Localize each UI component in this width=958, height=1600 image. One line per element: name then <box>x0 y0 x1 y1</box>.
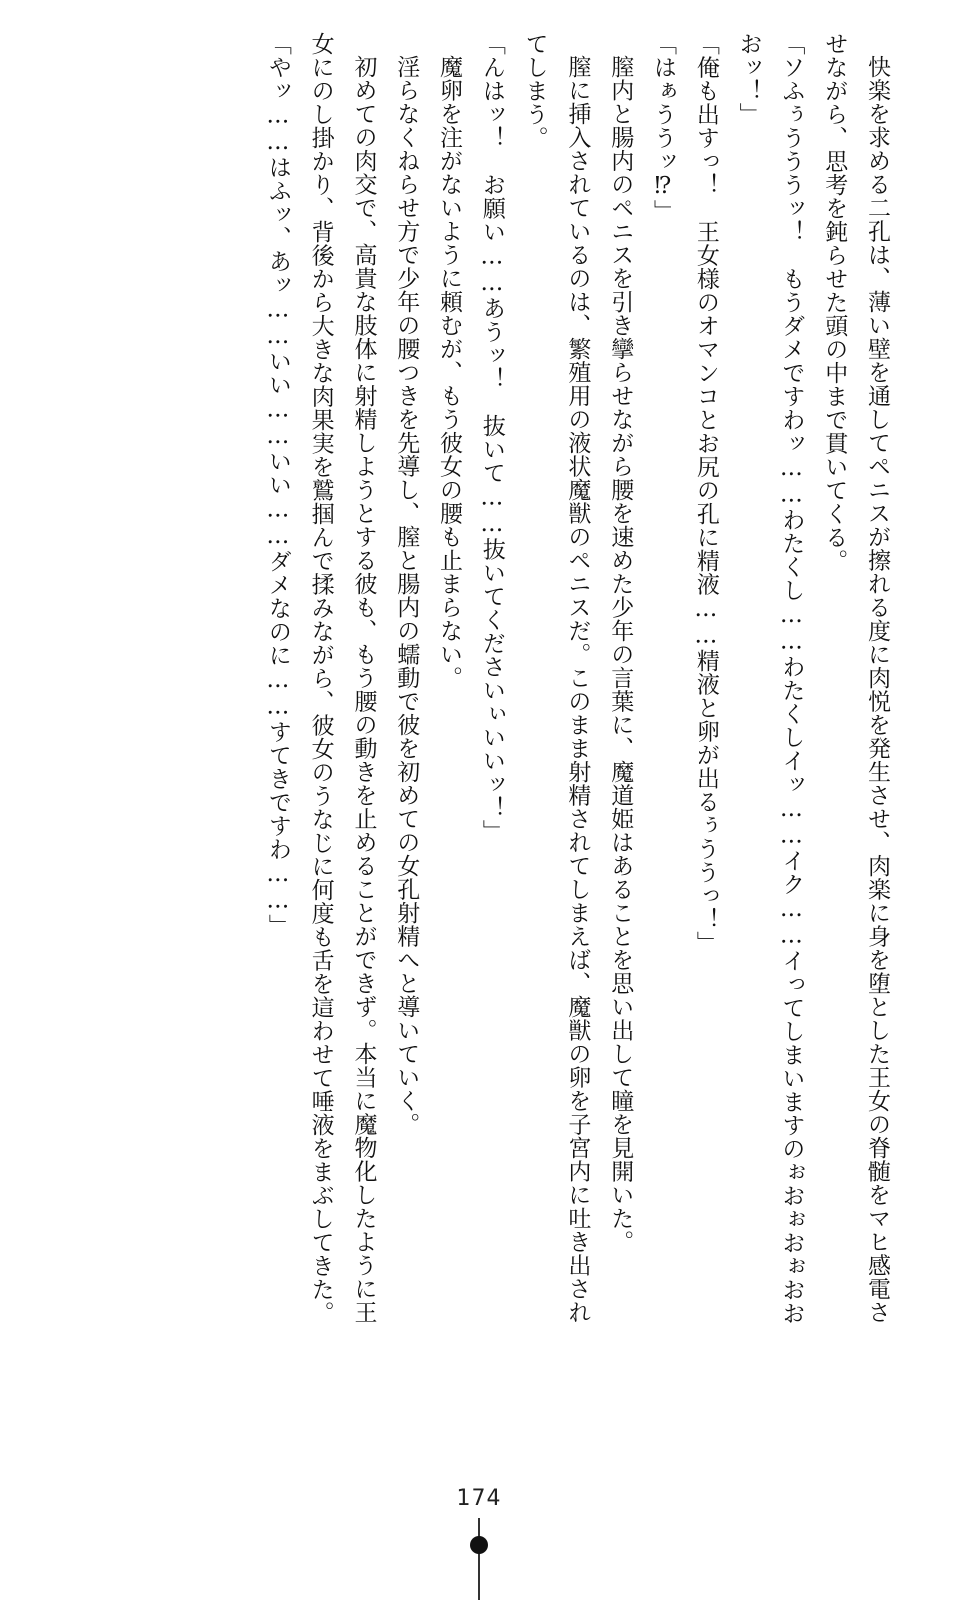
paragraph-9: 淫らなくねらせ方で少年の腰つきを先導し、膣と腸内の蠕動で彼を初めての女孔射精へと導いていく。 <box>393 55 420 1136</box>
paragraph-1: 快楽を求める二孔は、薄い壁を通してペニスが擦れる度に肉悦を発生させ、肉楽に身を堕とした王女の脊髄をマヒ感電させながら、思考を鈍らせた頭の中まで貫いてくる。 <box>821 32 890 1324</box>
page-number: 174 <box>456 1486 502 1511</box>
paragraph-4: 「はぁううッ⁉」 <box>650 32 677 223</box>
paragraph-2: 「ソふぅうううッ！ もうダメですわッ……わたくし……わたくしイッ……イク……イってしまいますのぉおぉおぉおおおッ！」 <box>735 32 805 1325</box>
paragraph-7: 「んはッ！ お願い……あうッ！ 抜いて……抜いてくださいぃいいッ！」 <box>478 32 505 843</box>
paragraph-10: 初めての肉交で、高貴な肢体に射精しようとする彼も、もう腰の動きを止めることができず。本当に魔物化したように王女にのし掛かり、背後から大きな肉果実を鷲掴んで揉みながら、彼女のうなじに何度も舌を這わせて唾液をまぶしてきた。 <box>307 32 377 1325</box>
paragraph-11: 「やッ……はふッ、あッ……いい……いい……ダメなのに……すてきですわ……」 <box>264 32 291 938</box>
page-marker-dot-icon <box>470 1536 488 1554</box>
paragraph-3: 「俺も出すっ！ 王女様のオマンコとお尻の孔に精液……精液と卵が出るぅううっ！」 <box>692 32 719 955</box>
paragraph-5: 膣内と腸内のペニスを引き攣らせながら腰を速めた少年の言葉に、魔道姫はあることを思い出して瞳を見開いた。 <box>607 55 634 1254</box>
paragraph-6: 膣に挿入されているのは、繁殖用の液状魔獣のペニスだ。このまま射精されてしまえば、魔獣の卵を子宮内に吐き出されてしまう。 <box>521 32 591 1324</box>
page-marker-line <box>478 1518 480 1600</box>
paragraph-8: 魔卵を注がないように頼むが、もう彼女の腰も止まらない。 <box>436 55 463 690</box>
vertical-text-body <box>78 32 898 1332</box>
